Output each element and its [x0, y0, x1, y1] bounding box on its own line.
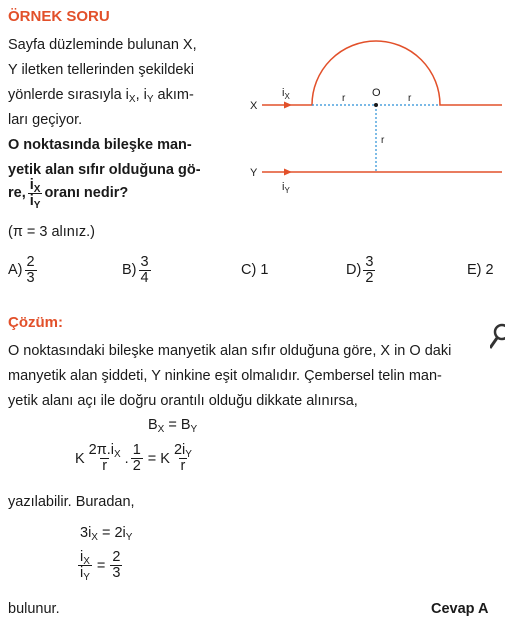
example-question-title: ÖRNEK SORU: [8, 8, 110, 25]
eq1-left: B: [148, 417, 158, 433]
option-d[interactable]: [346, 255, 377, 286]
solution-title: Çözüm:: [8, 314, 63, 331]
label-iy: $i_Y$: [282, 181, 290, 195]
eq2-k1: K: [75, 450, 85, 467]
eq2-den2: 2: [132, 458, 141, 475]
eq3-left: 3i: [80, 525, 92, 541]
label-y: Y: [250, 167, 258, 179]
ratio-den: i: [29, 193, 34, 210]
equation-2: [75, 443, 196, 474]
magnifier-icon: [490, 322, 505, 352]
eq4-rden: 3: [112, 565, 121, 582]
option-d-letter: D): [346, 262, 362, 279]
equation-3: [80, 525, 132, 541]
eq2-dot: .: [124, 450, 129, 467]
solution-after-eq: yazılabilir. Buradan,: [8, 494, 135, 510]
option-e[interactable]: [467, 258, 494, 283]
eq4-equals: =: [96, 557, 106, 574]
option-b[interactable]: [122, 255, 153, 286]
equation-1: [148, 417, 197, 433]
option-a-den: 3: [26, 270, 35, 287]
eq4-den-sub: Y: [83, 572, 90, 584]
equation-4: [76, 549, 124, 584]
question-line-2: Y iletken tellerinden şekildeki: [8, 62, 194, 78]
bold3-post: oranı nedir?: [44, 185, 129, 202]
wire-x: [262, 41, 502, 105]
question-bold-3: [8, 177, 129, 212]
eq3-mid: = 2i: [97, 525, 126, 541]
eq3-left-sub: X: [91, 532, 98, 543]
option-e-letter: E): [467, 262, 482, 278]
eq2-den3: r: [180, 458, 186, 475]
option-c-letter: C): [241, 262, 257, 278]
ratio-num-sub: X: [33, 184, 41, 195]
line3-sub-y: Y: [146, 94, 154, 105]
bold3-pre: re,: [8, 185, 26, 202]
ratio-num: i: [29, 177, 34, 193]
eq1-right-sub: Y: [190, 424, 198, 435]
eq2-equals: = K: [147, 450, 170, 467]
label-r-right: r: [408, 93, 412, 104]
magnetic-field-figure: [240, 40, 505, 200]
question-line-3: [8, 83, 194, 109]
label-r-left: r: [342, 93, 346, 104]
option-b-den: 4: [140, 270, 149, 287]
eq4-rnum: 2: [112, 549, 121, 565]
eq2-num3: 2i: [173, 442, 186, 458]
eq2-num2: 1: [132, 442, 141, 458]
line3-sub-x: X: [128, 94, 136, 105]
solution-line-2: manyetik alan şiddeti, Y ninkine eşit olmalıdır. Çembersel telin man-: [8, 368, 442, 384]
eq2-den1: r: [102, 458, 108, 475]
pi-note: (π = 3 alınız.): [8, 224, 95, 240]
label-o: O: [372, 87, 381, 99]
question-bold-1: O noktasında bileşke man-: [8, 137, 192, 153]
arrow-x-icon: [284, 102, 292, 109]
eq4-num: i: [80, 549, 84, 565]
line3-post: akım-: [153, 87, 194, 103]
solution-found: bulunur.: [8, 601, 60, 617]
solution-line-3: yetik alanı açı ile doğru orantılı olduğu dikkate alınırsa,: [8, 393, 358, 409]
label-ix: $i_X$: [282, 87, 290, 101]
option-a-letter: A): [8, 262, 23, 279]
option-b-num: 3: [140, 254, 149, 270]
ratio-den-sub: Y: [33, 200, 41, 212]
option-a-num: 2: [26, 254, 35, 270]
answer-label: Cevap A: [431, 601, 489, 617]
eq4-num-sub: X: [83, 556, 90, 567]
arrow-y-icon: [284, 169, 292, 176]
eq4-den: i: [80, 565, 84, 582]
option-a[interactable]: [8, 255, 39, 286]
eq1-mid: = B: [164, 417, 191, 433]
question-line-4: ları geçiyor.: [8, 112, 83, 128]
eq1-left-sub: X: [157, 424, 165, 435]
center-point: [374, 103, 378, 107]
option-b-letter: B): [122, 262, 137, 279]
line3-pre: yönlerde sırasıyla i: [8, 87, 129, 103]
eq2-num1-sub: X: [114, 449, 121, 460]
eq2-num1: 2π.i: [88, 442, 114, 458]
option-e-value: 2: [485, 262, 494, 278]
option-d-den: 2: [365, 270, 374, 287]
option-c[interactable]: [241, 258, 268, 283]
line3-mid: , i: [135, 87, 147, 103]
label-r-vertical: r: [381, 135, 385, 146]
option-d-num: 3: [365, 254, 374, 270]
eq3-right-sub: Y: [125, 532, 133, 543]
eq2-num3-sub: Y: [185, 449, 192, 460]
question-bold-2: yetik alan sıfır olduğuna gö-: [8, 162, 201, 178]
question-line-1: Sayfa düzleminde bulunan X,: [8, 37, 197, 53]
solution-line-1: O noktasındaki bileşke manyetik alan sıfır olduğuna göre, X in O daki: [8, 343, 452, 359]
option-c-value: 1: [260, 262, 269, 278]
label-x: X: [250, 100, 258, 112]
ratio-fraction: [28, 177, 43, 212]
